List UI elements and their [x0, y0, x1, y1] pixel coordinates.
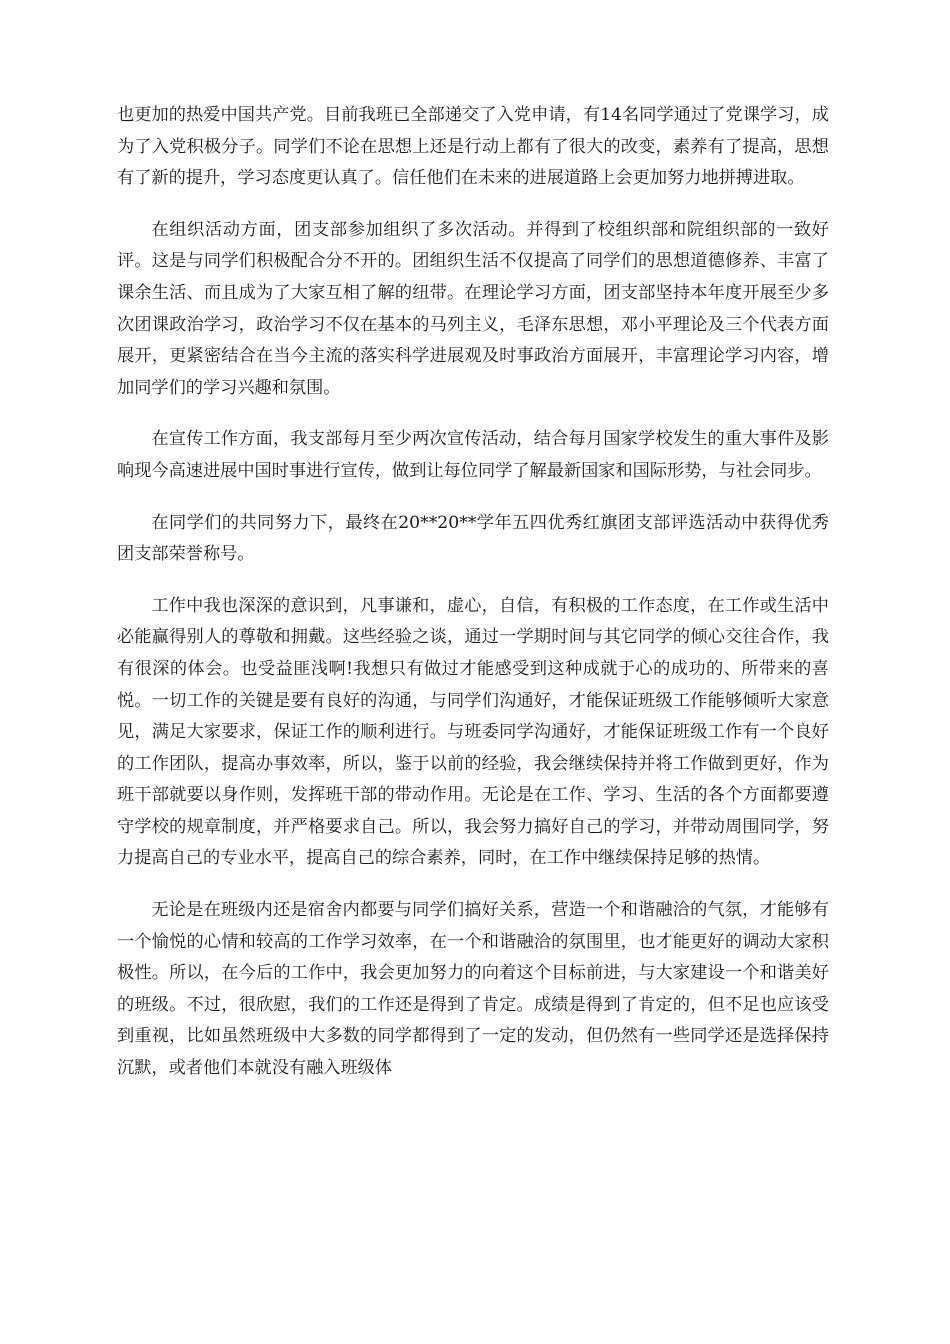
- paragraph-6: 无论是在班级内还是宿舍内都要与同学们搞好关系，营造一个和谐融洽的气氛，才能够有一个愉悦的心情和较高的工作学习效率，在一个和谐融洽的氛围里，也才能更好的调动大家积极性。所以，在今后的工作中，我会更加努力的向着这个目标前进，与大家建设一个和谐美好的班级。不过，很欣慰，我们的工作还是得到了肯定。成绩是得到了肯定的，但不足也应该受到重视，比如虽然班级中大多数的同学都得到了一定的发动，但仍然有一些同学还是选择保持沉默，或者他们本就没有融入班级体: [117, 900, 829, 1079]
- paragraph-2: 在组织活动方面，团支部参加组织了多次活动。并得到了校组织部和院组织部的一致好评。这是与同学们积极配合分不开的。团组织生活不仅提高了同学们的思想道德修养、丰富了课余生活、而且成为了大家互相了解的纽带。在理论学习方面，团支部坚持本年度开展至少多次团课政治学习，政治学习不仅在基本的马列主义，毛泽东思想，邓小平理论及三个代表方面展开，更紧密结合在当今主流的落实科学进展观及时事政治方面展开，丰富理论学习内容，增加同学们的学习兴趣和氛围。: [117, 219, 829, 398]
- paragraph-5: 工作中我也深深的意识到，凡事谦和，虚心，自信，有积极的工作态度，在工作或生活中必能赢得别人的尊敬和拥戴。这些经验之谈，通过一学期时间与其它同学的倾心交往合作，我有很深的体会。也受益匪浅啊!我想只有做过才能感受到这种成就于心的成功的、所带来的喜悦。一切工作的关键是要有良好的沟通，与同学们沟通好，才能保证班级工作能够倾听大家意见，满足大家要求，保证工作的顺利进行。与班委同学沟通好，才能保证班级工作有一个良好的工作团队，提高办事效率，所以，鉴于以前的经验，我会继续保持并将工作做到更好，作为班干部就要以身作则，发挥班干部的带动作用。无论是在工作、学习、生活的各个方面都要遵守学校的规章制度，并严格要求自己。所以，我会努力搞好自己的学习，并带动周围同学，努力提高自己的专业水平，提高自己的综合素养，同时，在工作中继续保持足够的热情。: [117, 595, 829, 869]
- paragraph-3: 在宣传工作方面，我支部每月至少两次宣传活动，结合每月国家学校发生的重大事件及影响现今高速进展中国时事进行宣传，做到让每位同学了解最新国家和国际形势，与社会同步。: [117, 429, 829, 481]
- document-page: [117, 100, 829, 1105]
- paragraph-4: 在同学们的共同努力下，最终在20**20**学年五四优秀红旗团支部评选活动中获得优秀团支部荣誉称号。: [117, 512, 829, 565]
- paragraph-1: 也更加的热爱中国共产党。目前我班已全部递交了入党申请，有14名同学通过了党课学习，成为了入党积极分子。同学们不论在思想上还是行动上都有了很大的改变，素养有了提高，思想有了新的提升，学习态度更认真了。信任他们在未来的进展道路上会更加努力地拼搏进取。: [117, 105, 829, 189]
